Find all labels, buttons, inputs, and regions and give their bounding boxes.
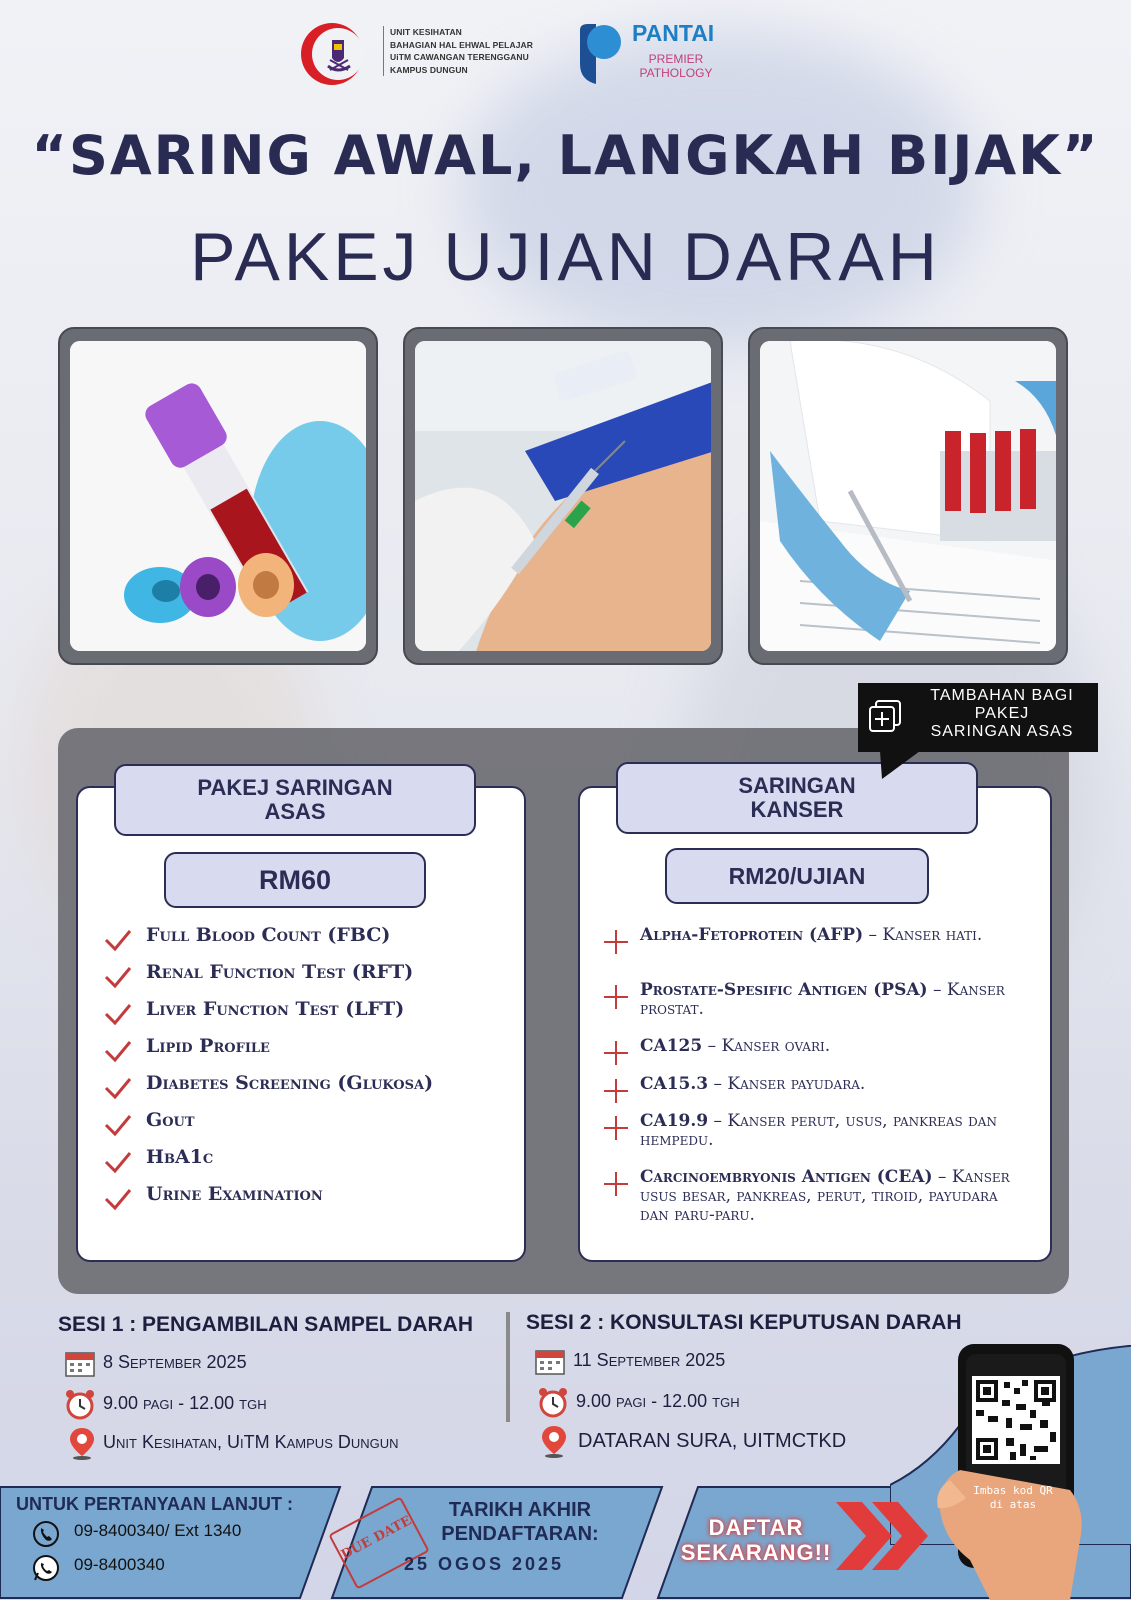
test-name: Urine Examination [146,1183,323,1205]
stamp-text: DUE DATE [338,1513,415,1563]
session-2-place: DATARAN SURA, UITMCTKD [578,1430,847,1452]
uitm-text-block [383,26,533,76]
plus-icon [604,1041,628,1065]
cancer-test-desc: – Kanser hati. [863,925,983,945]
photo-lab-notes [748,327,1068,665]
pantai-sub-line: PREMIER [648,52,704,66]
deadline-label [420,1498,620,1546]
pantai-logo-icon [574,20,624,88]
cta-line: SEKARANG!! [680,1540,832,1565]
deadline-date: 25 OGOS 2025 [403,1554,565,1574]
cta-line: DAFTAR [708,1515,804,1540]
test-name: Full Blood Count (FBC) [146,924,391,946]
phone-qr-graphic [930,1340,1130,1600]
test-name: Diabetes Screening (Glukosa) [146,1072,434,1094]
check-icon [104,928,132,952]
session-divider [506,1312,510,1422]
session-1-time: 9.00 pagi - 12.00 tgh [103,1393,267,1413]
alarm-clock-icon [64,1388,96,1420]
contact-title: UNTUK PERTANYAAN LANJUT : [16,1494,294,1514]
test-name: Renal Function Test (RFT) [146,961,414,983]
cancer-test-desc: – Kanser usus besar, pankreas, perut, tiroid, payudara dan paru-paru. [640,1167,1010,1225]
basic-price-badge: RM60 [164,852,426,908]
register-button[interactable] [676,1515,836,1565]
uitm-line: BAHAGIAN HAL EHWAL PELAJAR [390,39,534,50]
session-2-time: 9.00 pagi - 12.00 tgh [576,1391,740,1411]
uitm-line: UNIT KESIHATAN [390,27,462,37]
basic-title-line: ASAS [264,799,326,824]
cancer-price-badge: RM20/UJIAN [665,848,929,904]
session-1-title: SESI 1 : PENGAMBILAN SAMPEL DARAH [58,1313,473,1336]
addon-callout [858,683,1098,752]
plus-icon [604,985,628,1009]
test-name: Lipid Profile [146,1035,270,1057]
callout-text [910,687,1094,741]
cancer-test-name: Carcinoembryonis Antigen (CEA) [640,1167,933,1187]
basic-title-line: PAKEJ SARINGAN [197,775,393,800]
session-2-title: SESI 2 : KONSULTASI KEPUTUSAN DARAH [526,1311,962,1334]
uitm-logo [298,20,366,88]
cancer-test-name: CA125 [640,1036,703,1056]
session-1-date: 8 September 2025 [103,1352,247,1372]
test-name: Gout [146,1109,195,1131]
session-2-date: 11 September 2025 [573,1350,726,1370]
alarm-clock-icon [537,1386,569,1418]
header-logos [0,14,1131,94]
callout-line: PAKEJ [974,705,1030,722]
calendar-icon [534,1346,566,1376]
cancer-test-name: CA19.9 [640,1111,709,1131]
cancer-test-name: Alpha-Fetoprotein (AFP) [640,925,864,945]
pantai-name: PANTAI [632,20,715,46]
qr-caption-line: di atas [989,1498,1037,1511]
cancer-title-line: SARINGAN [738,773,856,798]
basic-package-title [114,764,476,836]
session-1-place: Unit Kesihatan, UiTM Kampus Dungun [103,1432,399,1452]
test-name: HbA1c [146,1146,214,1168]
lab-notes-image [760,341,1056,651]
location-pin-icon [540,1424,568,1458]
photo-blood-tube [58,327,378,665]
cancer-test-desc: – Kanser ovari. [702,1036,831,1056]
test-name: Liver Function Test (LFT) [146,998,405,1020]
cancer-test-desc: – Kanser prostat. [640,980,1005,1019]
pantai-subtitle [634,52,718,80]
uitm-line: KAMPUS DUNGUN [390,64,468,75]
phone-icon [32,1520,60,1548]
qr-caption [968,1484,1058,1512]
check-icon [104,1039,132,1063]
slogan: “SARING AWAL, LANGKAH BIJAK” [31,124,1100,187]
photo-blood-draw [403,327,723,665]
cancer-test-desc: – Kanser perut, usus, pankreas dan hempedu. [640,1111,997,1150]
plus-icon [604,930,628,954]
callout-pointer [880,751,920,781]
arrow-right-icon [834,1498,934,1574]
cancer-package-title [616,762,978,834]
check-icon [104,1150,132,1174]
location-pin-icon [68,1426,96,1460]
check-icon [104,1187,132,1211]
add-copy-icon [868,699,904,735]
plus-icon [604,1079,628,1103]
whatsapp-icon [32,1554,60,1582]
page-title: PAKEJ UJIAN DARAH [190,219,941,295]
check-icon [104,1076,132,1100]
cancer-test-desc: – Kanser payudara. [708,1074,866,1094]
deadline-line: PENDAFTARAN: [441,1523,599,1545]
cancer-test-name: CA15.3 [640,1074,709,1094]
callout-line: SARINGAN ASAS [930,723,1074,740]
blood-tube-image [70,341,366,651]
check-icon [104,1113,132,1137]
pantai-sub-line: PATHOLOGY [639,66,713,80]
cancer-test-name: Prostate-Spesific Antigen (PSA) [640,980,928,1000]
callout-line: TAMBAHAN BAGI [930,687,1074,704]
plus-icon [604,1172,628,1196]
deadline-line: TARIKH AKHIR [448,1499,592,1521]
check-icon [104,1002,132,1026]
blood-draw-image [415,341,711,651]
qr-caption-line: Imbas kod QR [973,1484,1053,1497]
cancer-title-line: KANSER [750,797,844,822]
plus-icon [604,1116,628,1140]
contact-phone[interactable]: 09-8400340/ Ext 1340 [74,1521,242,1540]
check-icon [104,965,132,989]
calendar-icon [64,1348,96,1378]
uitm-line: UiTM CAWANGAN TERENGGANU [390,52,529,62]
contact-whatsapp[interactable]: 09-8400340 [74,1555,165,1574]
